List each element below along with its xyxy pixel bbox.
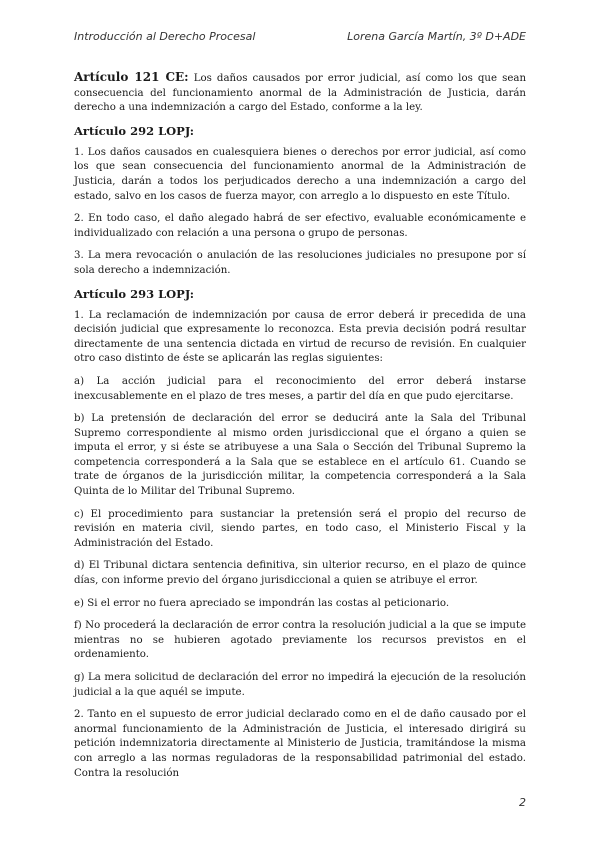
article-293-paragraph-a: a) La acción judicial para el reconocimiento del error deberá instarse inexcusablemente en el plazo de tres meses, a partir del día en que pudo ejercitarse.	[74, 375, 526, 402]
article-293-paragraph-1: 1. La reclamación de indemnización por causa de error deberá ir precedida de una decisión judicial que expresamente lo reconozca. Esta previa decisión podrá resultar directamente de una sentencia dictada en virtud de recurso de revisión. En cualquier otro caso distinto de éste se aplicarán las reglas siguientes:	[74, 309, 526, 365]
article-293-paragraph-2: 2. Tanto en el supuesto de error judicial declarado como en el de daño causado por el anormal funcionamiento de la Administración de Justicia, el interesado dirigirá su petición indemnizatoria directamente al Ministerio de Justicia, tramitándose la misma con arreglo a las normas reguladoras de la responsabilidad patrimonial del estado. Contra la resolución	[74, 709, 526, 779]
article-292-paragraph-3: 3. La mera revocación o anulación de las resoluciones judiciales no presupone por sí sola derecho a indemnización.	[74, 250, 526, 276]
article-293-paragraph-c: c) El procedimiento para sustanciar la pretensión será el propio del recurso de revisión en materia civil, siendo partes, en todo caso, el Ministerio Fiscal y la Administración del Estado.	[74, 508, 526, 549]
article-293-title: Artículo 293 LOPJ:	[74, 286, 195, 301]
article-293-paragraph-b: b) La pretensión de declaración del error se deducirá ante la Sala del Tribunal Supremo correspondiente al mismo orden jurisdiccional que el órgano a quien se imputa el error, y si éste se atribuyese a una Sala o Sección del Tribunal Supremo la competencia corresponderá a la Sala que se establece en el artículo 61. Cuando se trate de órganos de la jurisdicción militar, la competencia corresponderá a la Sala Quinta de lo Militar del Tribunal Supremo.	[74, 413, 526, 498]
article-293-paragraph-e: e) Si el error no fuera apreciado se impondrán las costas al peticionario.	[74, 597, 450, 609]
header-course-title: Introducción al Derecho Procesal	[74, 30, 256, 43]
header-author: Lorena García Martín, 3º D+ADE	[347, 30, 526, 43]
document-body	[74, 70, 526, 789]
article-121-paragraph	[74, 70, 526, 116]
article-293-paragraph-g: g) La mera solicitud de declaración del error no impedirá la ejecución de la resolución judicial a la que aquél se impute.	[74, 672, 526, 698]
article-292-paragraph-1: 1. Los daños causados en cualesquiera bienes o derechos por error judicial, así como los que sean consecuencia del funcionamiento anormal de la Administración de Justicia, darán a todos los perjudicados derecho a una indemnización a cargo del estado, salvo en los casos de fuerza mayor, con arreglo a lo dispuesto en este Título.	[74, 146, 526, 202]
page-header	[74, 30, 526, 50]
article-121-title: Artículo 121 CE:	[74, 70, 189, 84]
article-293-paragraph-f: f) No procederá la declaración de error contra la resolución judicial a la que se impute mientras no se hubieren agotado previamente los recursos previstos en el ordenamiento.	[74, 620, 526, 661]
article-292-paragraph-2: 2. En todo caso, el daño alegado habrá de ser efectivo, evaluable económicamente e individualizado con relación a una persona o grupo de personas.	[74, 213, 526, 239]
article-121-text: Los daños causados por error judicial, así como los que sean consecuencia del funcionamiento anormal de la Administración de Justicia, darán derecho a una indemnización a cargo del Estado, conforme a la ley.	[74, 73, 527, 114]
article-292-title: Artículo 292 LOPJ:	[74, 123, 195, 138]
article-293-paragraph-d: d) El Tribunal dictara sentencia definitiva, sin ulterior recurso, en el plazo de quince días, con informe previo del órgano jurisdiccional a quien se atribuye el error.	[74, 560, 526, 587]
page-number: 2	[519, 796, 526, 809]
